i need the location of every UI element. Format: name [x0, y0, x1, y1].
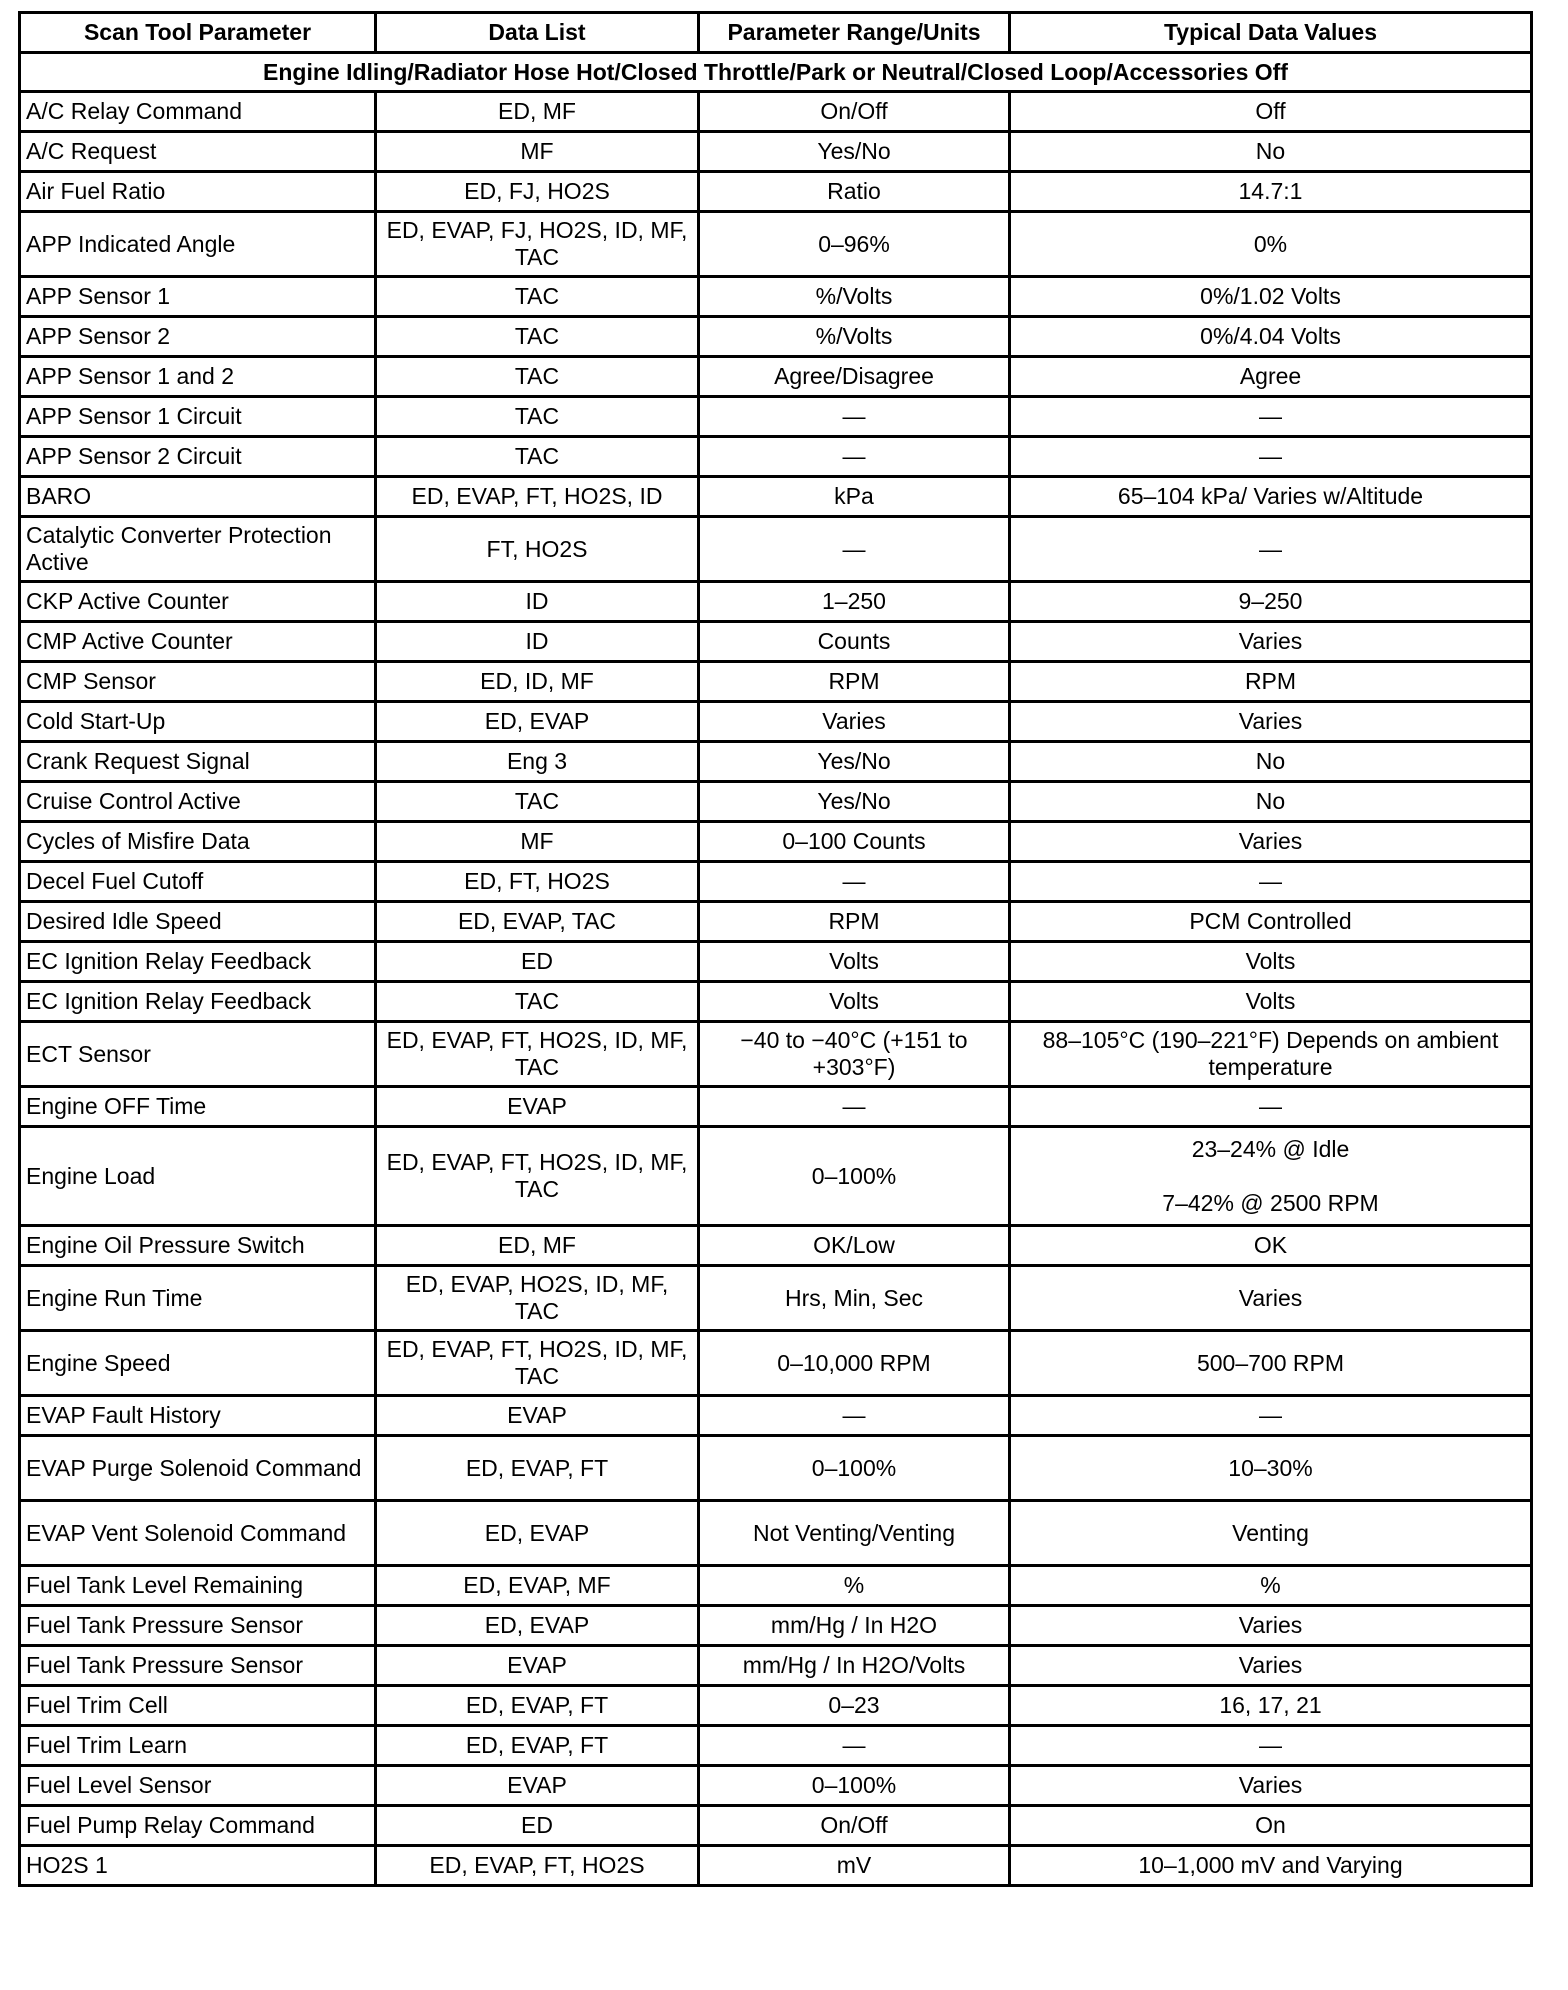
cell-typical-data-values: No — [1010, 782, 1532, 822]
cell-typical-data-values: % — [1010, 1566, 1532, 1606]
cell-data-list: ED — [376, 1806, 699, 1846]
cell-typical-data-values: 10–1,000 mV and Varying — [1010, 1846, 1532, 1886]
table-row — [20, 357, 1532, 397]
cell-typical-data-values: 88–105°C (190–221°F) Depends on ambient temperature — [1010, 1022, 1532, 1087]
cell-data-list: EVAP — [376, 1646, 699, 1686]
table-row — [20, 1766, 1532, 1806]
cell-scan-tool-parameter: APP Sensor 2 — [20, 317, 376, 357]
cell-parameter-range-units: — — [699, 1087, 1010, 1127]
cell-typical-data-values: — — [1010, 397, 1532, 437]
cell-parameter-range-units: Not Venting/Venting — [699, 1501, 1010, 1566]
cell-typical-data-values: Varies — [1010, 702, 1532, 742]
cell-parameter-range-units: mV — [699, 1846, 1010, 1886]
table-row — [20, 277, 1532, 317]
table-row — [20, 397, 1532, 437]
cell-scan-tool-parameter: Cruise Control Active — [20, 782, 376, 822]
cell-scan-tool-parameter: ECT Sensor — [20, 1022, 376, 1087]
cell-parameter-range-units: Yes/No — [699, 782, 1010, 822]
cell-scan-tool-parameter: Engine OFF Time — [20, 1087, 376, 1127]
cell-parameter-range-units: OK/Low — [699, 1226, 1010, 1266]
condition-row — [20, 53, 1532, 92]
cell-parameter-range-units: — — [699, 862, 1010, 902]
cell-typical-data-values: 16, 17, 21 — [1010, 1686, 1532, 1726]
cell-parameter-range-units: mm/Hg / In H2O — [699, 1606, 1010, 1646]
cell-typical-data-values: 9–250 — [1010, 582, 1532, 622]
cell-parameter-range-units: Counts — [699, 622, 1010, 662]
table-row — [20, 582, 1532, 622]
table-row — [20, 662, 1532, 702]
table-row — [20, 1087, 1532, 1127]
cell-parameter-range-units: — — [699, 1726, 1010, 1766]
table-row — [20, 212, 1532, 277]
cell-scan-tool-parameter: Decel Fuel Cutoff — [20, 862, 376, 902]
cell-typical-data-values: — — [1010, 1726, 1532, 1766]
cell-data-list: ED, EVAP — [376, 1501, 699, 1566]
cell-parameter-range-units: On/Off — [699, 1806, 1010, 1846]
cell-scan-tool-parameter: Fuel Trim Learn — [20, 1726, 376, 1766]
cell-scan-tool-parameter: Fuel Trim Cell — [20, 1686, 376, 1726]
cell-data-list: ED, EVAP — [376, 702, 699, 742]
cell-scan-tool-parameter: Engine Oil Pressure Switch — [20, 1226, 376, 1266]
cell-scan-tool-parameter: Air Fuel Ratio — [20, 172, 376, 212]
cell-scan-tool-parameter: Fuel Tank Pressure Sensor — [20, 1646, 376, 1686]
cell-parameter-range-units: — — [699, 437, 1010, 477]
cell-data-list: ED, EVAP, HO2S, ID, MF, TAC — [376, 1266, 699, 1331]
cell-typical-data-values: Agree — [1010, 357, 1532, 397]
cell-typical-data-values: — — [1010, 437, 1532, 477]
cell-scan-tool-parameter: APP Indicated Angle — [20, 212, 376, 277]
cell-typical-data-values: No — [1010, 742, 1532, 782]
cell-typical-data-values: — — [1010, 862, 1532, 902]
table-row — [20, 1266, 1532, 1331]
cell-scan-tool-parameter: EVAP Fault History — [20, 1396, 376, 1436]
header-data-list: Data List — [376, 13, 699, 53]
cell-data-list: TAC — [376, 782, 699, 822]
table-row — [20, 1566, 1532, 1606]
cell-parameter-range-units: 0–100% — [699, 1127, 1010, 1226]
cell-parameter-range-units: 0–100% — [699, 1766, 1010, 1806]
cell-data-list: ED, EVAP, MF — [376, 1566, 699, 1606]
cell-parameter-range-units: 1–250 — [699, 582, 1010, 622]
cell-parameter-range-units: Ratio — [699, 172, 1010, 212]
cell-typical-data-values: 500–700 RPM — [1010, 1331, 1532, 1396]
cell-parameter-range-units: On/Off — [699, 92, 1010, 132]
cell-scan-tool-parameter: Catalytic Converter Protection Active — [20, 517, 376, 582]
cell-data-list: TAC — [376, 317, 699, 357]
cell-typical-data-values: Varies — [1010, 1606, 1532, 1646]
table-row — [20, 742, 1532, 782]
cell-data-list: ED, FJ, HO2S — [376, 172, 699, 212]
cell-data-list: TAC — [376, 982, 699, 1022]
cell-scan-tool-parameter: Fuel Tank Pressure Sensor — [20, 1606, 376, 1646]
cell-data-list: ED, EVAP, FT — [376, 1436, 699, 1501]
cell-typical-data-values: Off — [1010, 92, 1532, 132]
table-row — [20, 982, 1532, 1022]
cell-parameter-range-units: RPM — [699, 662, 1010, 702]
cell-data-list: ED, ID, MF — [376, 662, 699, 702]
cell-data-list: Eng 3 — [376, 742, 699, 782]
cell-typical-data-values: 65–104 kPa/ Varies w/Altitude — [1010, 477, 1532, 517]
cell-data-list: TAC — [376, 437, 699, 477]
cell-typical-data-values: No — [1010, 132, 1532, 172]
cell-typical-data-values: 0%/1.02 Volts — [1010, 277, 1532, 317]
table-row — [20, 317, 1532, 357]
cell-parameter-range-units: 0–10,000 RPM — [699, 1331, 1010, 1396]
cell-typical-data-values: RPM — [1010, 662, 1532, 702]
cell-typical-data-values: 14.7:1 — [1010, 172, 1532, 212]
table-row — [20, 782, 1532, 822]
cell-data-list: ID — [376, 622, 699, 662]
cell-parameter-range-units: Yes/No — [699, 742, 1010, 782]
table-row — [20, 622, 1532, 662]
table-row — [20, 1646, 1532, 1686]
cell-typical-data-values: 0%/4.04 Volts — [1010, 317, 1532, 357]
table-row — [20, 517, 1532, 582]
cell-data-list: ED, EVAP — [376, 1606, 699, 1646]
table-row — [20, 862, 1532, 902]
cell-scan-tool-parameter: EC Ignition Relay Feedback — [20, 982, 376, 1022]
scan-tool-data-table — [18, 11, 1533, 1887]
cell-data-list: ED, EVAP, FT, HO2S, ID, MF, TAC — [376, 1331, 699, 1396]
table-row — [20, 902, 1532, 942]
cell-typical-data-values: OK — [1010, 1226, 1532, 1266]
cell-scan-tool-parameter: EVAP Vent Solenoid Command — [20, 1501, 376, 1566]
cell-data-list: TAC — [376, 357, 699, 397]
cell-parameter-range-units: %/Volts — [699, 317, 1010, 357]
cell-parameter-range-units: kPa — [699, 477, 1010, 517]
table-row — [20, 1501, 1532, 1566]
cell-scan-tool-parameter: APP Sensor 1 Circuit — [20, 397, 376, 437]
cell-data-list: ED, EVAP, FT, HO2S, ID, MF, TAC — [376, 1022, 699, 1087]
cell-scan-tool-parameter: Desired Idle Speed — [20, 902, 376, 942]
cell-typical-data-values: Volts — [1010, 982, 1532, 1022]
cell-data-list: TAC — [376, 397, 699, 437]
table-row — [20, 132, 1532, 172]
table-row — [20, 477, 1532, 517]
table-row — [20, 1686, 1532, 1726]
table-row — [20, 1396, 1532, 1436]
table-row — [20, 1226, 1532, 1266]
cell-scan-tool-parameter: EVAP Purge Solenoid Command — [20, 1436, 376, 1501]
cell-parameter-range-units: Yes/No — [699, 132, 1010, 172]
cell-typical-data-values: Varies — [1010, 1646, 1532, 1686]
cell-typical-data-values: PCM Controlled — [1010, 902, 1532, 942]
table-body — [20, 53, 1532, 1886]
cell-typical-data-values: — — [1010, 1396, 1532, 1436]
cell-typical-data-values: 0% — [1010, 212, 1532, 277]
cell-scan-tool-parameter: CMP Sensor — [20, 662, 376, 702]
operating-condition: Engine Idling/Radiator Hose Hot/Closed Throttle/Park or Neutral/Closed Loop/Accessories Off — [20, 53, 1532, 92]
cell-parameter-range-units: Varies — [699, 702, 1010, 742]
cell-data-list: ED, EVAP, FJ, HO2S, ID, MF, TAC — [376, 212, 699, 277]
cell-data-list: ED, EVAP, FT, HO2S, ID — [376, 477, 699, 517]
table-row — [20, 1331, 1532, 1396]
cell-typical-data-values: 23–24% @ Idle 7–42% @ 2500 RPM — [1010, 1127, 1532, 1226]
cell-typical-data-values: On — [1010, 1806, 1532, 1846]
cell-scan-tool-parameter: Engine Run Time — [20, 1266, 376, 1331]
cell-scan-tool-parameter: Engine Speed — [20, 1331, 376, 1396]
cell-typical-data-values: Varies — [1010, 622, 1532, 662]
cell-scan-tool-parameter: HO2S 1 — [20, 1846, 376, 1886]
cell-scan-tool-parameter: CMP Active Counter — [20, 622, 376, 662]
cell-data-list: EVAP — [376, 1087, 699, 1127]
cell-parameter-range-units: — — [699, 397, 1010, 437]
cell-typical-data-values: 10–30% — [1010, 1436, 1532, 1501]
cell-data-list: ED, EVAP, FT, HO2S — [376, 1846, 699, 1886]
cell-scan-tool-parameter: Fuel Tank Level Remaining — [20, 1566, 376, 1606]
cell-typical-data-values: Varies — [1010, 822, 1532, 862]
table-row — [20, 1127, 1532, 1226]
cell-data-list: ED, MF — [376, 1226, 699, 1266]
cell-data-list: FT, HO2S — [376, 517, 699, 582]
table-row — [20, 702, 1532, 742]
table-row — [20, 822, 1532, 862]
cell-parameter-range-units: RPM — [699, 902, 1010, 942]
cell-scan-tool-parameter: A/C Request — [20, 132, 376, 172]
table-row — [20, 92, 1532, 132]
cell-parameter-range-units: −40 to −40°C (+151 to +303°F) — [699, 1022, 1010, 1087]
cell-typical-data-values: Venting — [1010, 1501, 1532, 1566]
cell-parameter-range-units: 0–23 — [699, 1686, 1010, 1726]
header-row — [20, 13, 1532, 53]
cell-data-list: EVAP — [376, 1766, 699, 1806]
cell-scan-tool-parameter: A/C Relay Command — [20, 92, 376, 132]
table-row — [20, 1806, 1532, 1846]
cell-parameter-range-units: Volts — [699, 982, 1010, 1022]
cell-scan-tool-parameter: Fuel Pump Relay Command — [20, 1806, 376, 1846]
cell-typical-data-values: Varies — [1010, 1766, 1532, 1806]
cell-parameter-range-units: mm/Hg / In H2O/Volts — [699, 1646, 1010, 1686]
cell-parameter-range-units: 0–100 Counts — [699, 822, 1010, 862]
header-typical-data-values: Typical Data Values — [1010, 13, 1532, 53]
cell-parameter-range-units: Volts — [699, 942, 1010, 982]
header-scan-tool-parameter: Scan Tool Parameter — [20, 13, 376, 53]
cell-parameter-range-units: Hrs, Min, Sec — [699, 1266, 1010, 1331]
table-row — [20, 1436, 1532, 1501]
cell-data-list: ID — [376, 582, 699, 622]
cell-scan-tool-parameter: APP Sensor 1 — [20, 277, 376, 317]
table-row — [20, 1606, 1532, 1646]
cell-data-list: ED — [376, 942, 699, 982]
cell-parameter-range-units: 0–100% — [699, 1436, 1010, 1501]
header-parameter-range-units: Parameter Range/Units — [699, 13, 1010, 53]
cell-scan-tool-parameter: Engine Load — [20, 1127, 376, 1226]
cell-scan-tool-parameter: APP Sensor 2 Circuit — [20, 437, 376, 477]
cell-data-list: ED, EVAP, TAC — [376, 902, 699, 942]
cell-scan-tool-parameter: CKP Active Counter — [20, 582, 376, 622]
cell-typical-data-values: Varies — [1010, 1266, 1532, 1331]
cell-parameter-range-units: %/Volts — [699, 277, 1010, 317]
cell-data-list: MF — [376, 822, 699, 862]
table-row — [20, 1846, 1532, 1886]
cell-scan-tool-parameter: Cycles of Misfire Data — [20, 822, 376, 862]
cell-parameter-range-units: 0–96% — [699, 212, 1010, 277]
cell-parameter-range-units: — — [699, 1396, 1010, 1436]
table-row — [20, 1022, 1532, 1087]
table-row — [20, 942, 1532, 982]
cell-scan-tool-parameter: Cold Start-Up — [20, 702, 376, 742]
cell-data-list: ED, FT, HO2S — [376, 862, 699, 902]
cell-data-list: MF — [376, 132, 699, 172]
cell-scan-tool-parameter: EC Ignition Relay Feedback — [20, 942, 376, 982]
table-row — [20, 437, 1532, 477]
cell-data-list: TAC — [376, 277, 699, 317]
cell-scan-tool-parameter: Crank Request Signal — [20, 742, 376, 782]
cell-data-list: EVAP — [376, 1396, 699, 1436]
cell-data-list: ED, MF — [376, 92, 699, 132]
cell-parameter-range-units: — — [699, 517, 1010, 582]
cell-scan-tool-parameter: APP Sensor 1 and 2 — [20, 357, 376, 397]
table-row — [20, 172, 1532, 212]
cell-typical-data-values: — — [1010, 1087, 1532, 1127]
table-row — [20, 1726, 1532, 1766]
cell-scan-tool-parameter: BARO — [20, 477, 376, 517]
cell-data-list: ED, EVAP, FT, HO2S, ID, MF, TAC — [376, 1127, 699, 1226]
cell-parameter-range-units: Agree/Disagree — [699, 357, 1010, 397]
cell-data-list: ED, EVAP, FT — [376, 1726, 699, 1766]
cell-typical-data-values: Volts — [1010, 942, 1532, 982]
cell-parameter-range-units: % — [699, 1566, 1010, 1606]
cell-data-list: ED, EVAP, FT — [376, 1686, 699, 1726]
cell-scan-tool-parameter: Fuel Level Sensor — [20, 1766, 376, 1806]
cell-typical-data-values: — — [1010, 517, 1532, 582]
